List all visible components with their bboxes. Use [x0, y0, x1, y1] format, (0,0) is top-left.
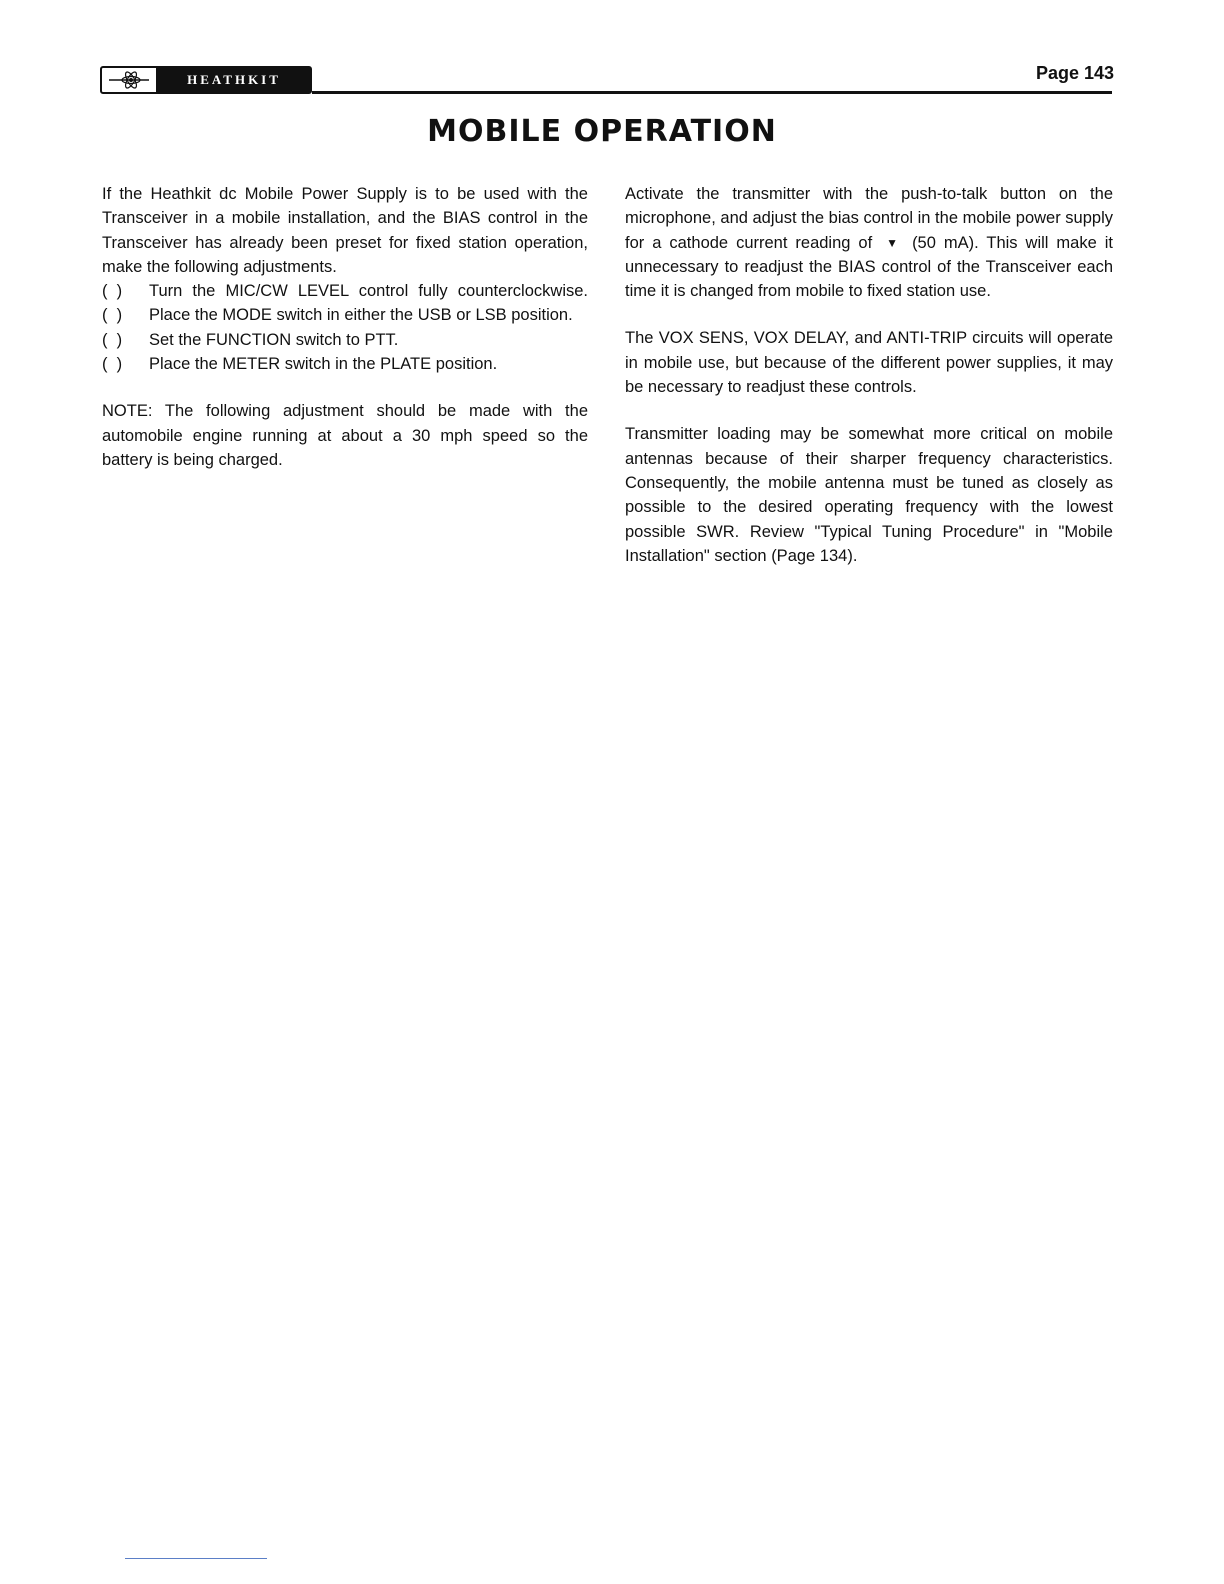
page-number: Page 143 [1036, 63, 1115, 83]
step-checkbox[interactable]: ( ) [102, 330, 123, 349]
loading-paragraph: Transmitter loading may be somewhat more critical on mobile antennas because of their sharper frequency characteristics. Consequently, the mobile antenna must be tuned as closely as possible to the desired operating frequency with the lowest possible SWR. Review "Typical Tuning Procedure" in "Mobile Installation" section (Page 134). [625, 425, 1113, 565]
step-checkbox[interactable]: ( ) [102, 355, 123, 374]
logo-wordmark: HEATHKIT [158, 68, 310, 92]
step-text: Place the METER switch in the PLATE position. [149, 355, 498, 374]
footer-rule [125, 1558, 267, 1559]
header-rule [312, 91, 1112, 94]
atom-emblem-icon [102, 68, 158, 92]
note-paragraph: NOTE: The following adjustment should be made with the automobile engine running at about a 30 mph speed so the battery is being charged. [102, 402, 588, 469]
down-arrow-icon: ▼ [886, 235, 899, 250]
vox-paragraph: The VOX SENS, VOX DELAY, and ANTI-TRIP circuits will operate in mobile use, but because of the different power supplies, it may be necessary to readjust these controls. [625, 329, 1113, 397]
intro-paragraph: If the Heathkit dc Mobile Power Supply is to be used with the Transceiver in a mobile installation, and the BIAS control in the Transceiver has already been preset for fixed station operation, make the following adjustments. [102, 185, 588, 276]
right-column [625, 182, 1113, 568]
step-item [102, 352, 588, 376]
heathkit-logo [100, 66, 312, 94]
step-item [102, 328, 588, 352]
step-item [102, 303, 588, 327]
activate-paragraph [625, 182, 1113, 303]
step-text: Place the MODE switch in either the USB or LSB position. [149, 306, 573, 325]
step-text: Turn the MIC/CW LEVEL control fully counterclockwise. [149, 282, 588, 301]
step-checkbox[interactable]: ( ) [102, 282, 123, 301]
activate-text-end: (50 mA). This will make it unnecessary to readjust the BIAS control of the Transceiver each time it is changed from mobile to fixed station use. [625, 233, 1113, 301]
step-checkbox[interactable]: ( ) [102, 306, 123, 325]
activate-text-start: Activate the transmitter with the push-to-talk button on the microphone, and adjust the bias control in the mobile power supply for a cathode current reading of [625, 185, 1113, 252]
step-text: Set the FUNCTION switch to PTT. [149, 330, 399, 349]
page-title: MOBILE OPERATION [427, 114, 777, 149]
left-column [102, 182, 588, 472]
step-item [102, 279, 588, 303]
